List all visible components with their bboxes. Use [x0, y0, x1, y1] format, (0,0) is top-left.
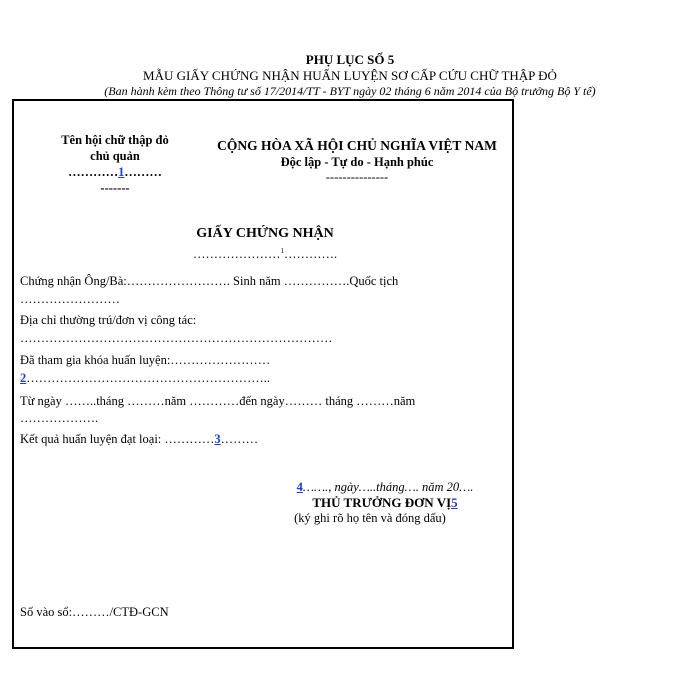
signatory-title-line — [270, 495, 500, 511]
subtitle-dots-after: …………. — [283, 247, 338, 262]
footnote-ref-2[interactable]: 2 — [20, 371, 27, 385]
holder-row-continuation: …………………… — [20, 292, 120, 306]
national-separator: --------------- — [325, 170, 389, 184]
national-slogan: Độc lập - Tự do - Hạnh phúc — [280, 155, 434, 169]
org-placeholder — [40, 165, 190, 180]
national-motto: CỘNG HÒA XÃ HỘI CHỦ NGHĨA VIỆT NAM — [217, 138, 497, 153]
footnote-ref-4[interactable]: 4 — [296, 480, 303, 494]
org-name-line2: chủ quản — [90, 149, 140, 163]
period-row: Từ ngày ……..tháng ………năm …………đến ngày……… tháng ………năm — [20, 394, 416, 408]
org-separator: ------- — [100, 181, 130, 195]
signatory-title: THỦ TRƯỞNG ĐƠN VỊ — [312, 495, 452, 510]
result-row — [20, 432, 258, 447]
period-row-continuation: ………………. — [20, 411, 99, 425]
org-dots-before: ………… — [68, 165, 119, 179]
course-row: Đã tham gia khóa huấn luyện:…………………… — [20, 353, 271, 367]
org-name-line1: Tên hội chữ thập đỏ — [61, 133, 169, 147]
signature-date: ……., ngày…..tháng…. năm 20…. — [302, 480, 474, 494]
course-dots: ………………………………………………….. — [26, 371, 270, 385]
footnote-ref-3[interactable]: 3 — [214, 432, 221, 446]
address-label: Địa chỉ thường trú/đơn vị công tác: — [20, 313, 197, 327]
issued-note: (Ban hành kèm theo Thông tư số 17/2014/TT - BYT ngày 02 tháng 6 năm 2014 của Bộ trưởng Bộ Y tế) — [104, 84, 596, 98]
registry-number: Số vào sổ:………/CTĐ-GCN — [20, 605, 169, 619]
appendix-heading: PHỤ LỤC SỐ 5 — [305, 52, 395, 67]
form-title: MẪU GIẤY CHỨNG NHẬN HUẤN LUYỆN SƠ CẤP CỨU CHỮ THẬP ĐỎ — [143, 68, 557, 83]
certificate-subtitle-line — [130, 247, 400, 262]
signature-date-line — [270, 480, 500, 495]
subtitle-dots-before: ………………… — [192, 247, 281, 262]
signature-note: (ký ghi rõ họ tên và đóng dấu) — [294, 511, 446, 525]
org-dots-after: ……… — [124, 165, 162, 179]
address-line: ………………………………………………………………… — [20, 331, 333, 345]
holder-row: Chứng nhận Ông/Bà:……………………. Sinh năm …………….Quốc tịch — [20, 274, 399, 288]
result-prefix: Kết quả huấn luyện đạt loại: ………… — [20, 432, 215, 446]
footnote-ref-1[interactable]: 1 — [118, 165, 125, 179]
subtitle-superscript: 1 — [280, 247, 284, 255]
course-row-continuation — [20, 371, 270, 386]
result-suffix: ……… — [220, 432, 259, 446]
footnote-ref-5[interactable]: 5 — [451, 495, 458, 510]
certificate-title: GIẤY CHỨNG NHẬN — [196, 226, 334, 241]
